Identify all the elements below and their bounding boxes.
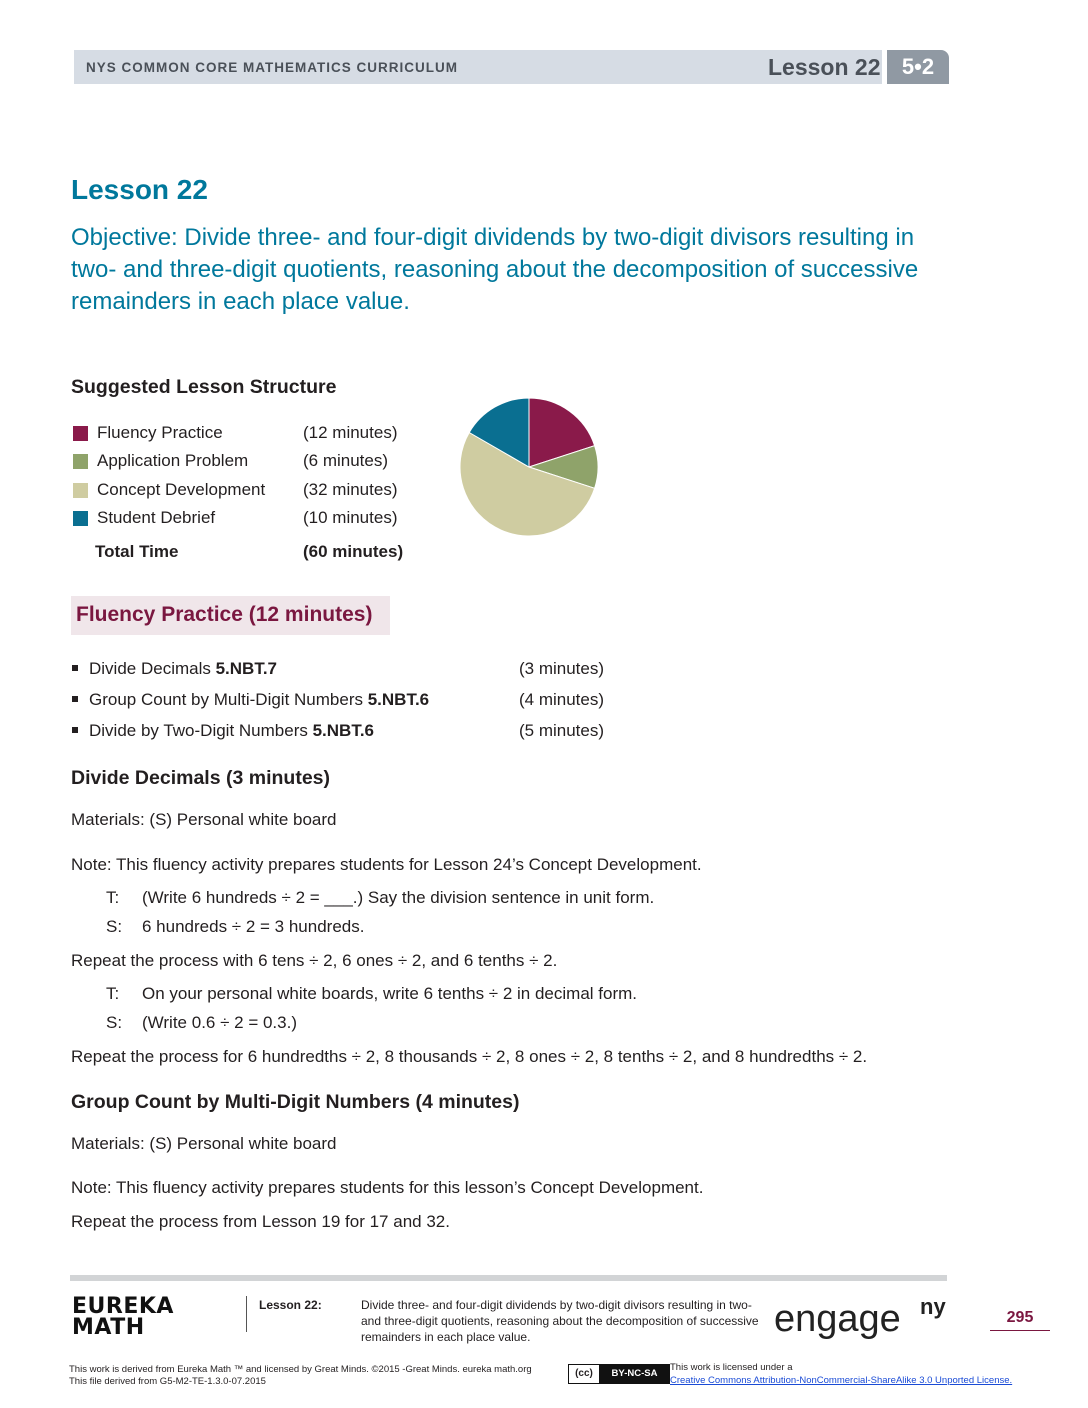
materials-text: Materials: (S) Personal white board <box>71 810 337 829</box>
legend-minutes: (12 minutes) <box>303 423 398 442</box>
legend-label: Student Debrief <box>97 508 216 527</box>
footer-description: Divide three- and four-digit dividends by two-digit divisors resulting in two- and three-digit quotients, reasoning about the decomposition of successive remainders in each place value. <box>361 1298 759 1344</box>
footer-divider <box>246 1296 247 1332</box>
legend-label: Fluency Practice <box>97 423 223 442</box>
activity-name: Divide by Two-Digit Numbers <box>89 721 313 740</box>
divide-decimals-heading: Divide Decimals (3 minutes) <box>71 767 331 789</box>
activity-minutes: (3 minutes) <box>519 659 605 678</box>
legend-minutes: (10 minutes) <box>303 508 398 527</box>
standard-code: 5.NBT.7 <box>215 659 278 678</box>
license-link[interactable]: Creative Commons Attribution-NonCommercial-ShareAlike 3.0 Unported License. <box>670 1375 1013 1386</box>
materials-text: Materials: (S) Personal white board <box>71 1134 337 1153</box>
standard-code: 5.NBT.6 <box>312 721 375 740</box>
ny-wordmark: ny <box>920 1294 946 1319</box>
concept-swatch <box>73 483 88 498</box>
cc-icon: (cc) <box>569 1365 600 1383</box>
legend-label: Concept Development <box>97 480 266 499</box>
speaker-label: S: <box>106 917 123 936</box>
structure-heading: Suggested Lesson Structure <box>71 376 337 398</box>
speaker-label: S: <box>106 1013 123 1032</box>
bullet-icon <box>72 727 78 733</box>
dialogue-text: 6 hundreds ÷ 2 = 3 hundreds. <box>142 917 365 936</box>
lesson-title: Lesson 22 <box>71 174 208 205</box>
repeat-text: Repeat the process from Lesson 19 for 17 and 32. <box>71 1212 450 1231</box>
activity-minutes: (5 minutes) <box>519 721 605 740</box>
legend-minutes: (32 minutes) <box>303 480 398 499</box>
page-number: 295 <box>1006 1309 1034 1326</box>
dialogue-text: On your personal white boards, write 6 tenths ÷ 2 in decimal form. <box>142 984 638 1003</box>
curriculum-label: NYS COMMON CORE MATHEMATICS CURRICULUM <box>86 60 458 75</box>
speaker-label: T: <box>106 888 120 907</box>
note-text: Note: This fluency activity prepares students for Lesson 24’s Concept Development. <box>71 855 702 874</box>
cc-license-badge <box>568 1364 670 1384</box>
logo-line-1: EUREKA <box>72 1294 174 1319</box>
license-notice: This work is licensed under a <box>670 1362 793 1373</box>
eureka-math-logo <box>72 1296 182 1342</box>
dialogue-text: (Write 0.6 ÷ 2 = 0.3.) <box>142 1013 297 1032</box>
engageny-logo <box>774 1296 954 1342</box>
header-lesson-label: Lesson 22 <box>768 54 881 80</box>
note-text: Note: This fluency activity prepares students for this lesson’s Concept Development. <box>71 1178 704 1197</box>
engage-wordmark: engage <box>774 1298 901 1340</box>
application-swatch <box>73 454 88 469</box>
fluency-swatch <box>73 426 88 441</box>
bullet-icon <box>72 696 78 702</box>
activity-name: Divide Decimals <box>89 659 216 678</box>
group-count-heading: Group Count by Multi-Digit Numbers (4 minutes) <box>71 1091 520 1113</box>
footer-rule <box>70 1275 947 1281</box>
footer-lesson-label: Lesson 22: <box>259 1298 322 1312</box>
legend-minutes: (6 minutes) <box>303 451 389 470</box>
lesson-structure-pie-chart <box>459 397 599 537</box>
logo-line-2: MATH <box>72 1315 145 1340</box>
speaker-label: T: <box>106 984 120 1003</box>
dialogue-text: (Write 6 hundreds ÷ 2 = ___.) Say the division sentence in unit form. <box>142 888 655 907</box>
derived-notice: This work is derived from Eureka Math ™ and licensed by Great Minds. ©2015 -Great Minds. eureka math.org <box>69 1364 532 1375</box>
standard-code: 5.NBT.6 <box>367 690 430 709</box>
fluency-heading: Fluency Practice (12 minutes) <box>76 603 373 626</box>
bullet-icon <box>72 665 78 671</box>
grade-module-badge: 5•2 <box>887 50 949 84</box>
debrief-swatch <box>73 511 88 526</box>
total-minutes: (60 minutes) <box>303 542 404 561</box>
objective: Objective: Divide three- and four-digit dividends by two-digit divisors resulting in two- and three-digit quotients, reasoning about the decomposition of successive remainders in each place value. <box>71 224 919 315</box>
page-number-rule <box>990 1330 1050 1331</box>
total-label: Total Time <box>95 542 179 561</box>
cc-badge-text: BY-NC-SA <box>600 1365 669 1383</box>
file-source-notice: This file derived from G5-M2-TE-1.3.0-07.2015 <box>69 1376 266 1387</box>
legend-label: Application Problem <box>97 451 249 470</box>
repeat-text: Repeat the process with 6 tens ÷ 2, 6 ones ÷ 2, and 6 tenths ÷ 2. <box>71 951 558 970</box>
activity-minutes: (4 minutes) <box>519 690 605 709</box>
activity-name: Group Count by Multi-Digit Numbers <box>89 690 368 709</box>
repeat-text: Repeat the process for 6 hundredths ÷ 2, 8 thousands ÷ 2, 8 ones ÷ 2, 8 tenths ÷ 2, and 8 hundredths ÷ 2. <box>71 1047 868 1066</box>
